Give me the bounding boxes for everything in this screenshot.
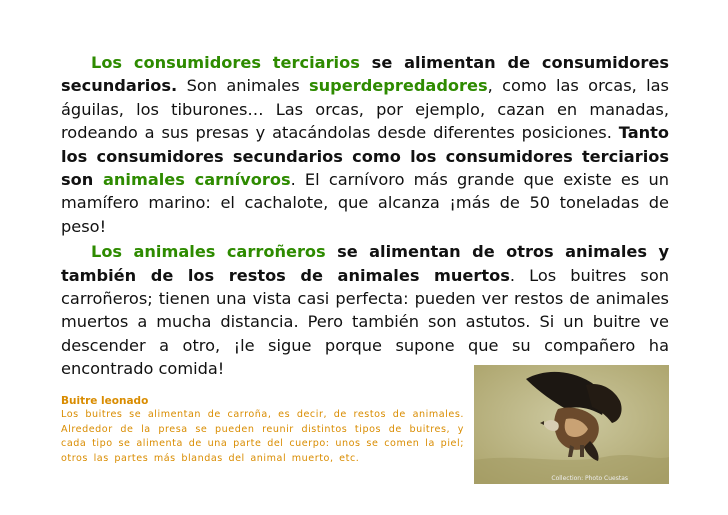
term-animales-carroneros: Los animales carroñeros bbox=[91, 242, 326, 262]
vulture-icon bbox=[474, 365, 669, 484]
body-text: . Los buitres son carroñeros; tienen una vista casi perfecta: pueden ver restos de animales muertos a mucha distancia. Pero también son astutos. Si un buitre ve descender a otro, ¡le sigue porque supone que su compañero ha encontrado comida! bbox=[61, 265, 669, 379]
body-text: Son animales bbox=[177, 76, 309, 96]
term-animales-carnivoros: animales carnívoros bbox=[102, 170, 291, 190]
vulture-photo bbox=[474, 365, 669, 484]
bold-text: se alimentan de otros animales y también de los restos de animales muertos bbox=[61, 242, 669, 285]
photo-caption bbox=[61, 395, 464, 466]
caption-title: Buitre leonado bbox=[61, 395, 149, 407]
paragraph-terciarios bbox=[61, 51, 669, 238]
bold-text: Tanto los consumidores secundarios como los consumidores terciarios son bbox=[61, 123, 669, 190]
term-superdepredadores: superdepredadores bbox=[309, 76, 488, 96]
bold-text: se alimentan de consumidores secundarios. bbox=[61, 53, 669, 96]
photo-credit: Collection: Photo Cuestas bbox=[551, 475, 628, 482]
caption-text: Los buitres se alimentan de carroña, es decir, de restos de animales. Alrededor de la presa se pueden reunir distintos tipos de buitres, y cada tipo se alimenta de una parte del cuerpo: unos se comen la piel; otros las partes más blandas del animal muerto, etc. bbox=[61, 409, 464, 464]
term-consumidores-terciarios: Los consumidores terciarios bbox=[91, 53, 360, 72]
paragraph-carroneros bbox=[61, 240, 669, 380]
document-body bbox=[61, 51, 669, 381]
body-text: . El carnívoro más grande que existe es un mamífero marino: el cachalote, que alcanza ¡más de 50 toneladas de peso! bbox=[61, 170, 669, 236]
body-text: , como las orcas, las águilas, los tiburones… Las orcas, por ejemplo, cazan en manadas, rodeando a sus presas y atacándolas desde diferentes posiciones. bbox=[61, 76, 669, 143]
